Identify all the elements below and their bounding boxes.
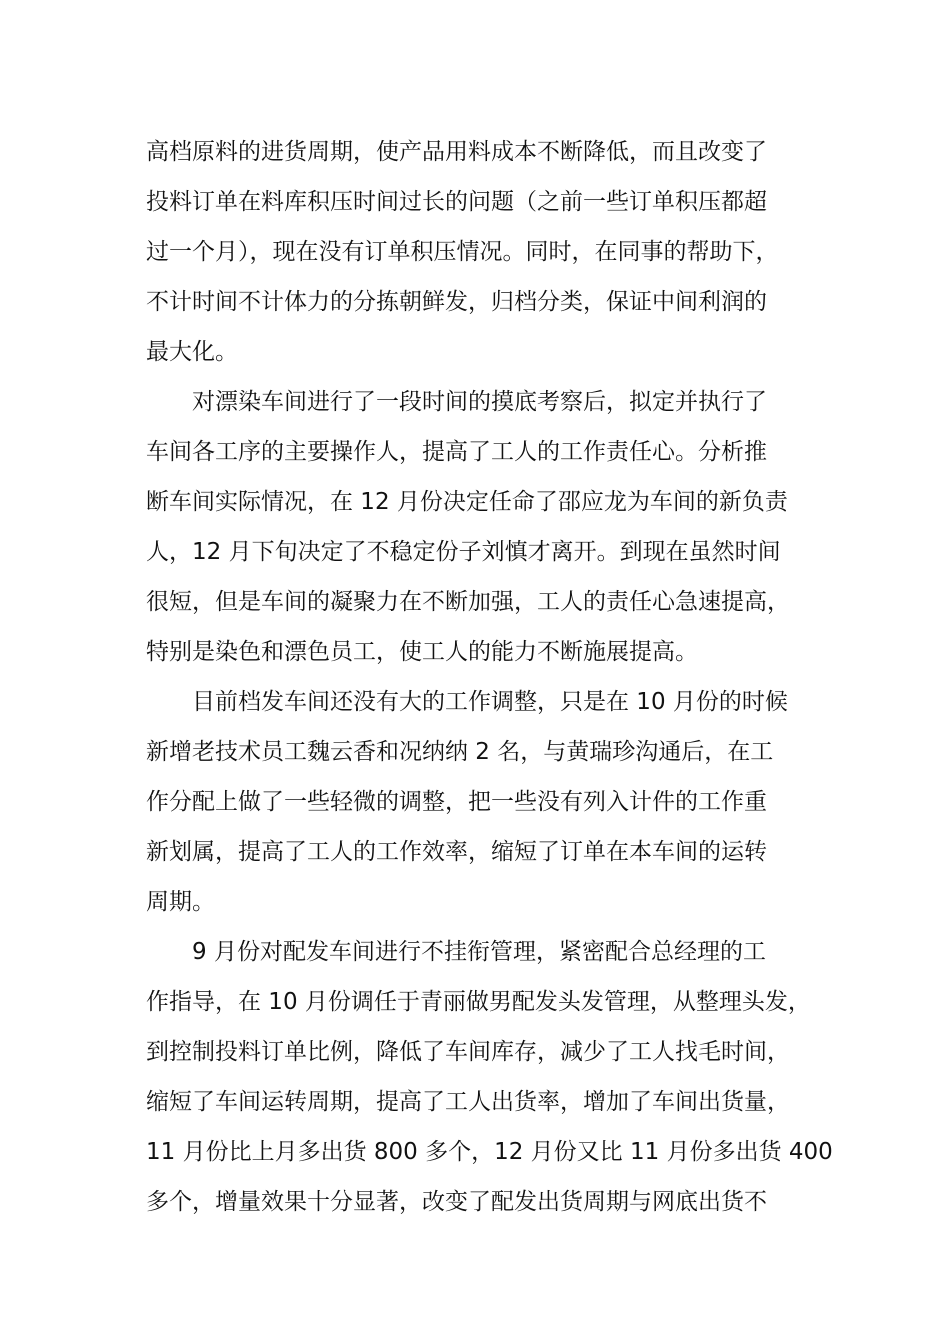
text-line: 目前档发车间还没有大的工作调整，只是在 10 月份的时候 bbox=[192, 689, 788, 715]
text-line: 投料订单在料库积压时间过长的问题（之前一些订单积压都超 bbox=[146, 189, 767, 215]
text-line: 周期。 bbox=[146, 889, 215, 915]
text-line: 缩短了车间运转周期，提高了工人出货率，增加了车间出货量， bbox=[146, 1089, 790, 1115]
paragraph bbox=[146, 927, 833, 1227]
text-line: 9 月份对配发车间进行不挂衔管理，紧密配合总经理的工 bbox=[192, 939, 766, 965]
text-line: 到控制投料订单比例，降低了车间库存，减少了工人找毛时间， bbox=[146, 1039, 790, 1065]
text-line: 人，12 月下旬决定了不稳定份子刘慎才离开。到现在虽然时间 bbox=[146, 539, 781, 565]
text-line: 作指导，在 10 月份调任于青丽做男配发头发管理，从整理头发， bbox=[146, 989, 811, 1015]
paragraph bbox=[146, 677, 826, 927]
paragraph bbox=[146, 377, 826, 677]
text-line: 新划属，提高了工人的工作效率，缩短了订单在本车间的运转 bbox=[146, 839, 767, 865]
text-line: 11 月份比上月多出货 800 多个，12 月份又比 11 月份多出货 400 bbox=[146, 1139, 833, 1165]
text-line: 特别是染色和漂色员工，使工人的能力不断施展提高。 bbox=[146, 639, 698, 665]
text-line: 最大化。 bbox=[146, 339, 238, 365]
text-line: 不计时间不计体力的分拣朝鲜发，归档分类，保证中间利润的 bbox=[146, 289, 767, 315]
text-line: 高档原料的进货周期，使产品用料成本不断降低，而且改变了 bbox=[146, 139, 767, 165]
text-line: 多个，增量效果十分显著，改变了配发出货周期与网底出货不 bbox=[146, 1189, 767, 1215]
text-line: 新增老技术员工魏云香和况纳纳 2 名，与黄瑞珍沟通后，在工 bbox=[146, 739, 774, 765]
text-line: 很短，但是车间的凝聚力在不断加强，工人的责任心急速提高， bbox=[146, 589, 790, 615]
text-line: 断车间实际情况，在 12 月份决定任命了邵应龙为车间的新负责 bbox=[146, 489, 788, 515]
text-line: 对漂染车间进行了一段时间的摸底考察后，拟定并执行了 bbox=[192, 389, 767, 415]
text-line: 作分配上做了一些轻微的调整，把一些没有列入计件的工作重 bbox=[146, 789, 767, 815]
paragraph bbox=[146, 127, 826, 377]
text-line: 过一个月），现在没有订单积压情况。同时，在同事的帮助下， bbox=[146, 239, 779, 265]
text-line: 车间各工序的主要操作人，提高了工人的工作责任心。分析推 bbox=[146, 439, 767, 465]
document-body bbox=[146, 127, 833, 1227]
